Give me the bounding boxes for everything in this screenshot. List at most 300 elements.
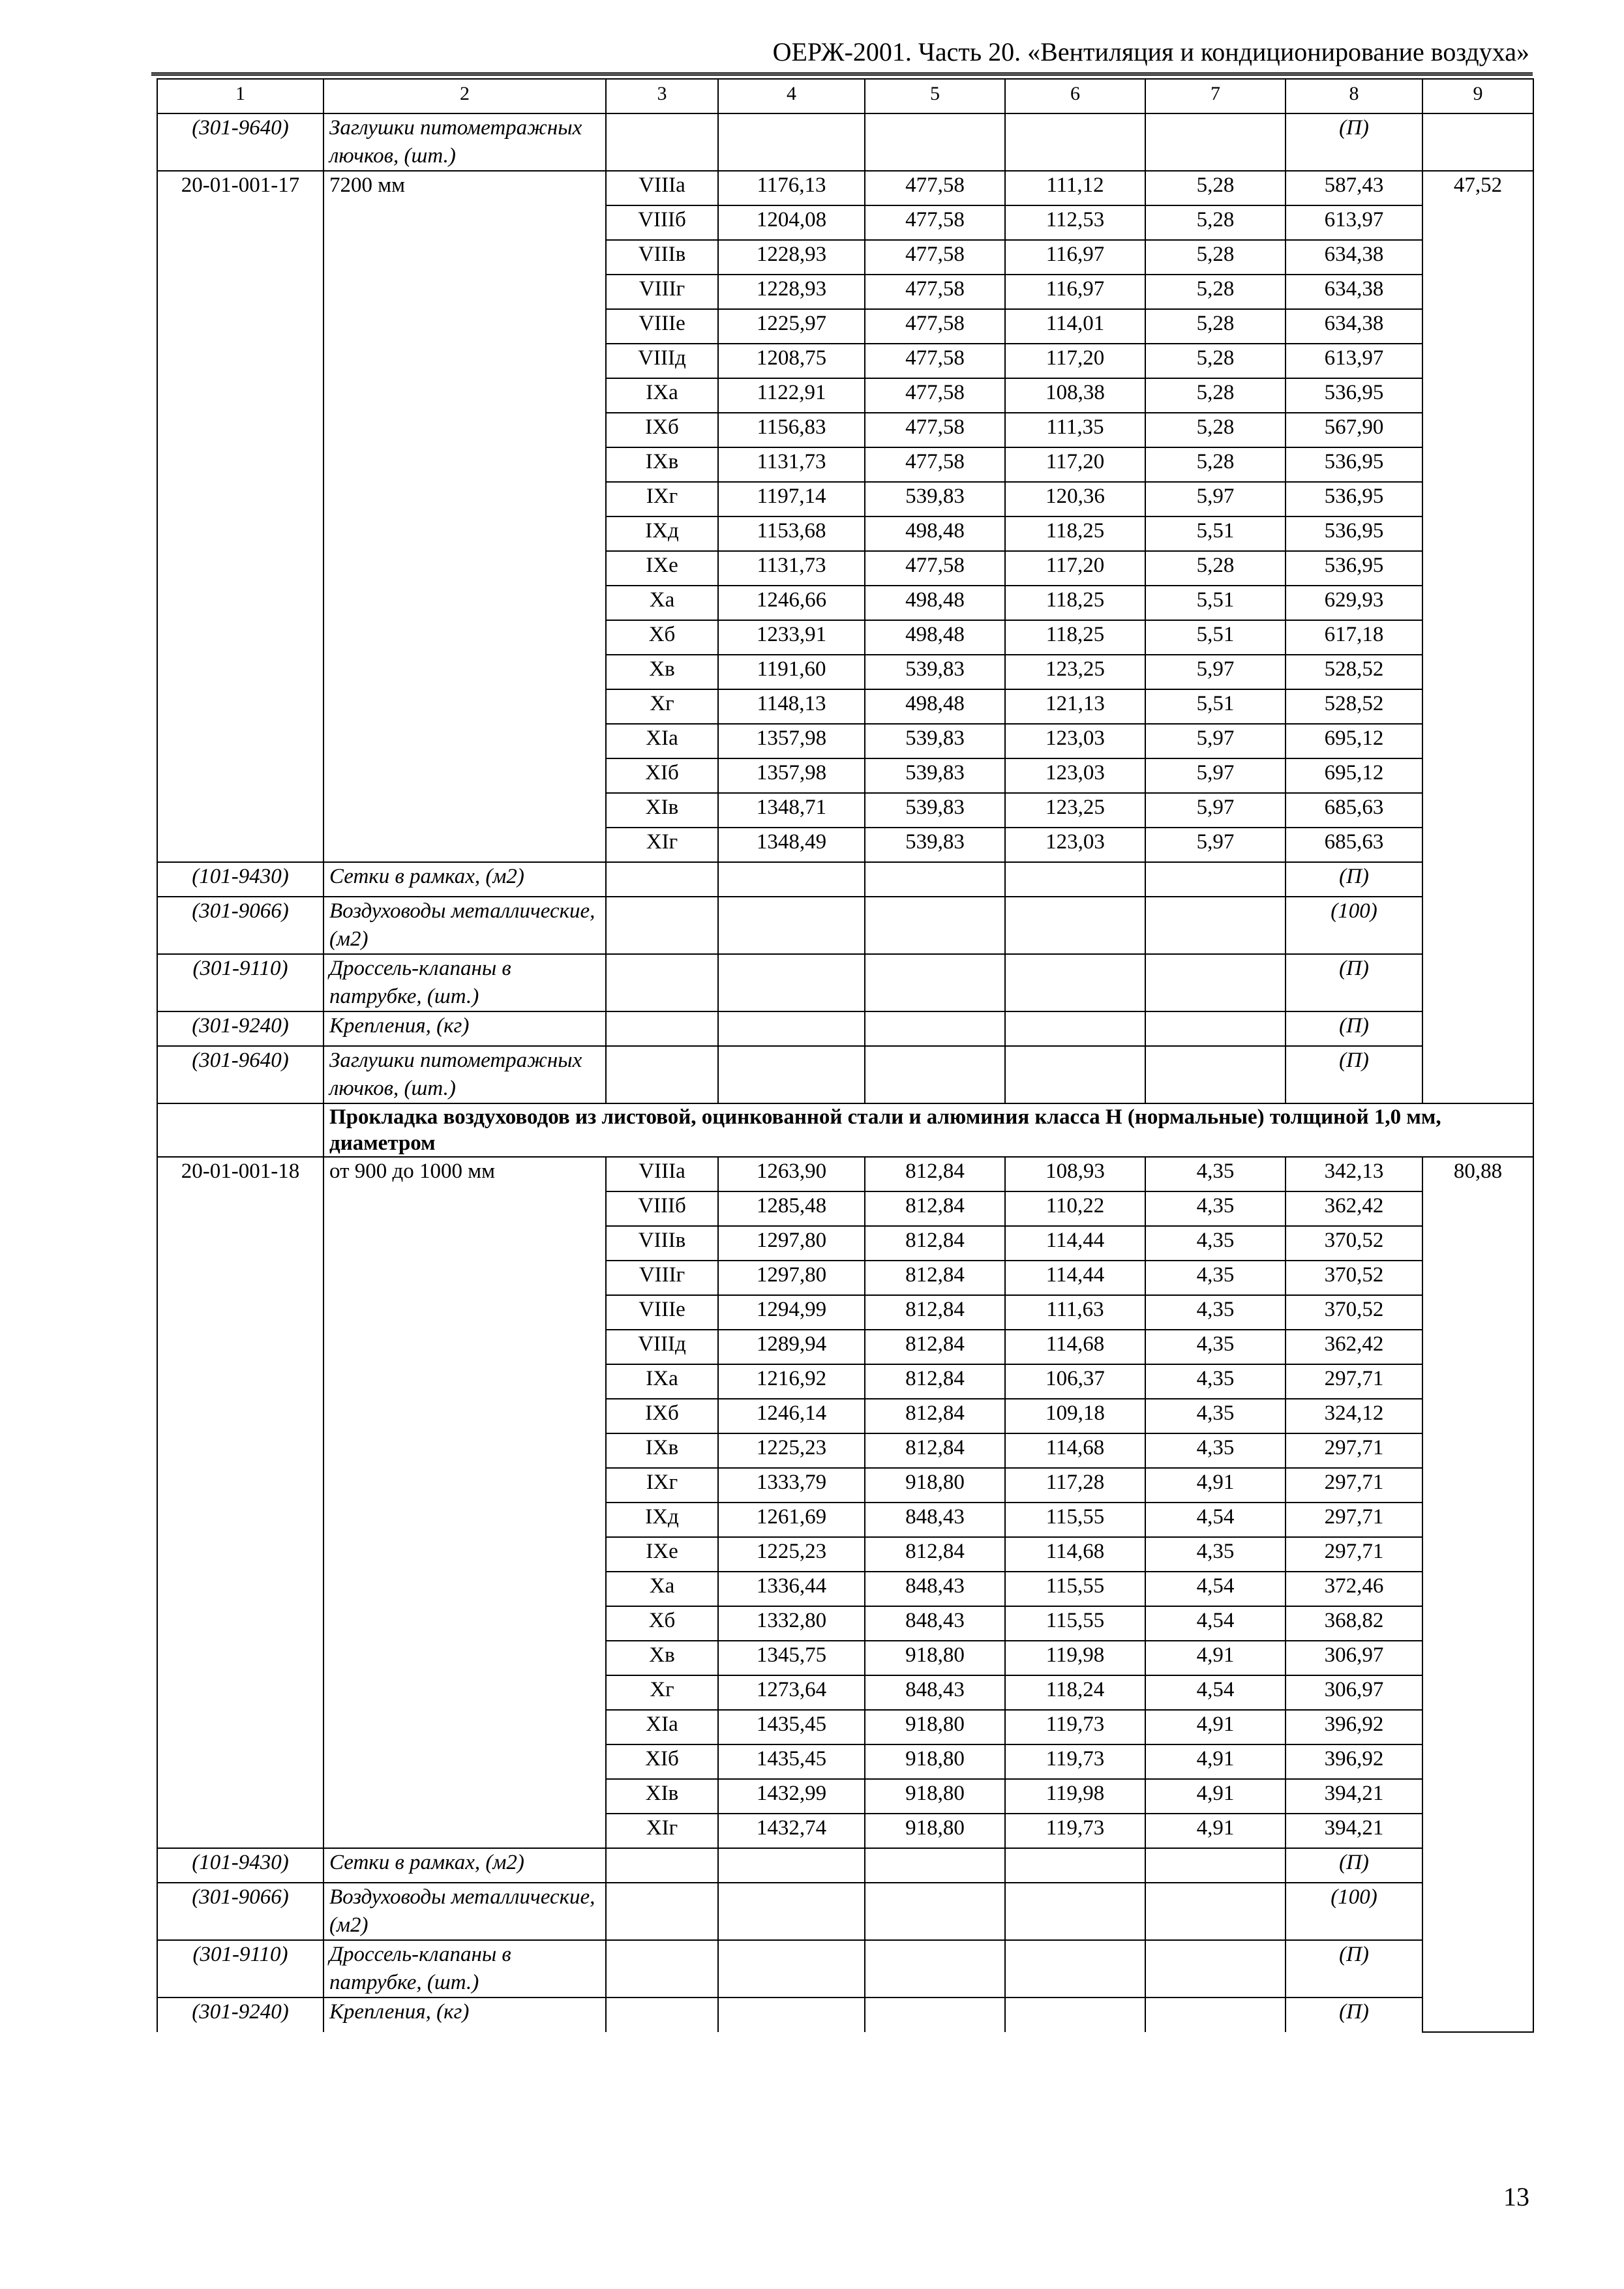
empty-cell xyxy=(718,1011,865,1046)
value-col6: 123,03 xyxy=(1005,758,1145,793)
resource-row xyxy=(157,1046,1533,1103)
value-col8: 685,63 xyxy=(1286,793,1422,828)
value-col7: 4,35 xyxy=(1145,1433,1286,1468)
value-col5: 812,84 xyxy=(865,1295,1005,1330)
value-col8: 613,97 xyxy=(1286,205,1422,240)
value-col4: 1225,23 xyxy=(718,1433,865,1468)
value-col7: 5,97 xyxy=(1145,793,1286,828)
zone-label: IXе xyxy=(606,551,718,586)
value-col5: 539,83 xyxy=(865,655,1005,689)
zone-label: VIIIд xyxy=(606,1330,718,1364)
value-col8: 536,95 xyxy=(1286,378,1422,413)
value-col6: 119,98 xyxy=(1005,1641,1145,1675)
value-col7: 5,28 xyxy=(1145,171,1286,205)
empty-cell xyxy=(865,1883,1005,1940)
value-col4: 1225,97 xyxy=(718,309,865,344)
empty-cell xyxy=(865,1997,1005,2032)
column-number: 4 xyxy=(718,79,865,113)
value-col4: 1216,92 xyxy=(718,1364,865,1399)
value-col7: 4,54 xyxy=(1145,1675,1286,1710)
value-col8: 372,46 xyxy=(1286,1572,1422,1606)
value-col4: 1345,75 xyxy=(718,1641,865,1675)
empty-cell xyxy=(1145,1883,1286,1940)
value-col4: 1332,80 xyxy=(718,1606,865,1641)
zone-label: Xг xyxy=(606,689,718,724)
column-number-row xyxy=(157,79,1533,113)
value-col8: 394,21 xyxy=(1286,1779,1422,1814)
empty-cell xyxy=(606,1011,718,1046)
value-col7: 5,28 xyxy=(1145,378,1286,413)
zone-label: IXa xyxy=(606,378,718,413)
empty-cell xyxy=(1145,897,1286,954)
empty-cell xyxy=(1422,113,1533,171)
value-col4: 1348,49 xyxy=(718,828,865,862)
empty-cell xyxy=(865,1046,1005,1103)
value-col7: 4,91 xyxy=(1145,1468,1286,1503)
resource-row xyxy=(157,897,1533,954)
value-col6: 117,20 xyxy=(1005,447,1145,482)
value-col7: 5,28 xyxy=(1145,240,1286,275)
empty-cell xyxy=(157,1103,323,1157)
empty-cell xyxy=(1005,1997,1145,2032)
value-col5: 812,84 xyxy=(865,1226,1005,1261)
resource-name: Заглушки питометражных лючков, (шт.) xyxy=(323,1046,606,1103)
value-col7: 5,51 xyxy=(1145,516,1286,551)
value-col7: 5,28 xyxy=(1145,413,1286,447)
value-col5: 812,84 xyxy=(865,1191,1005,1226)
zone-label: VIIIе xyxy=(606,1295,718,1330)
zone-label: VIIIб xyxy=(606,1191,718,1226)
zone-label: IXa xyxy=(606,1364,718,1399)
section-heading-row xyxy=(157,1103,1533,1157)
empty-cell xyxy=(606,862,718,897)
empty-cell xyxy=(606,1046,718,1103)
value-col8: 617,18 xyxy=(1286,620,1422,655)
value-col5: 498,48 xyxy=(865,689,1005,724)
empty-cell xyxy=(718,1997,865,2032)
value-col7: 4,35 xyxy=(1145,1537,1286,1572)
value-col6: 117,20 xyxy=(1005,551,1145,586)
value-col4: 1228,93 xyxy=(718,240,865,275)
value-col8: 297,71 xyxy=(1286,1364,1422,1399)
resource-code: (301-9240) xyxy=(157,1997,323,2032)
resource-row xyxy=(157,954,1533,1011)
resource-row xyxy=(157,862,1533,897)
column-number: 7 xyxy=(1145,79,1286,113)
value-col6: 118,25 xyxy=(1005,620,1145,655)
value-col6: 116,97 xyxy=(1005,275,1145,309)
value-col4: 1246,14 xyxy=(718,1399,865,1433)
zone-label: IXд xyxy=(606,1503,718,1537)
resource-value: (П) xyxy=(1286,1940,1422,1997)
value-col8: 342,13 xyxy=(1286,1157,1422,1191)
resource-value: (П) xyxy=(1286,1848,1422,1883)
resource-name: Сетки в рамках, (м2) xyxy=(323,862,606,897)
value-col8: 629,93 xyxy=(1286,586,1422,620)
value-col7: 4,35 xyxy=(1145,1226,1286,1261)
value-col4: 1204,08 xyxy=(718,205,865,240)
value-col6: 119,73 xyxy=(1005,1814,1145,1848)
value-col8: 394,21 xyxy=(1286,1814,1422,1848)
header-double-rule xyxy=(151,72,1533,76)
value-col6: 114,68 xyxy=(1005,1537,1145,1572)
empty-cell xyxy=(1145,113,1286,171)
value-col5: 812,84 xyxy=(865,1399,1005,1433)
value-col7: 4,35 xyxy=(1145,1364,1286,1399)
value-col5: 918,80 xyxy=(865,1710,1005,1744)
zone-label: VIIIa xyxy=(606,1157,718,1191)
value-col9: 80,88 xyxy=(1422,1157,1533,2032)
value-col7: 5,51 xyxy=(1145,620,1286,655)
empty-cell xyxy=(1005,1940,1145,1997)
value-col6: 118,25 xyxy=(1005,586,1145,620)
value-col4: 1228,93 xyxy=(718,275,865,309)
value-col7: 4,35 xyxy=(1145,1295,1286,1330)
norms-table xyxy=(157,78,1534,2033)
value-col6: 112,53 xyxy=(1005,205,1145,240)
empty-cell xyxy=(606,1940,718,1997)
value-col5: 812,84 xyxy=(865,1330,1005,1364)
zone-label: XIa xyxy=(606,1710,718,1744)
empty-cell xyxy=(718,862,865,897)
zone-label: IXб xyxy=(606,1399,718,1433)
norm-code: 20-01-001-18 xyxy=(157,1157,323,1848)
value-col7: 4,54 xyxy=(1145,1606,1286,1641)
value-col7: 4,91 xyxy=(1145,1710,1286,1744)
value-col5: 539,83 xyxy=(865,828,1005,862)
empty-cell xyxy=(1145,862,1286,897)
value-col5: 918,80 xyxy=(865,1468,1005,1503)
value-col5: 477,58 xyxy=(865,205,1005,240)
value-col7: 4,91 xyxy=(1145,1814,1286,1848)
value-col4: 1148,13 xyxy=(718,689,865,724)
norm-code: 20-01-001-17 xyxy=(157,171,323,862)
empty-cell xyxy=(718,113,865,171)
column-number: 3 xyxy=(606,79,718,113)
empty-cell xyxy=(865,954,1005,1011)
resource-row xyxy=(157,1940,1533,1997)
zone-label: VIIIг xyxy=(606,275,718,309)
value-col8: 685,63 xyxy=(1286,828,1422,862)
value-col5: 477,58 xyxy=(865,551,1005,586)
value-col6: 111,63 xyxy=(1005,1295,1145,1330)
empty-cell xyxy=(1145,1046,1286,1103)
value-col6: 110,22 xyxy=(1005,1191,1145,1226)
resource-name: Крепления, (кг) xyxy=(323,1011,606,1046)
value-col8: 324,12 xyxy=(1286,1399,1422,1433)
resource-code: (301-9110) xyxy=(157,1940,323,1997)
resource-value: (П) xyxy=(1286,862,1422,897)
value-col5: 812,84 xyxy=(865,1261,1005,1295)
value-col5: 498,48 xyxy=(865,620,1005,655)
value-col4: 1435,45 xyxy=(718,1744,865,1779)
value-col4: 1197,14 xyxy=(718,482,865,516)
empty-cell xyxy=(865,1011,1005,1046)
resource-value: (П) xyxy=(1286,1997,1422,2032)
resource-name: Дроссель-клапаны в патрубке, (шт.) xyxy=(323,954,606,1011)
value-col8: 528,52 xyxy=(1286,655,1422,689)
resource-row xyxy=(157,1997,1533,2032)
value-col4: 1131,73 xyxy=(718,447,865,482)
zone-row xyxy=(157,171,1533,205)
value-col7: 5,28 xyxy=(1145,551,1286,586)
value-col6: 106,37 xyxy=(1005,1364,1145,1399)
value-col8: 536,95 xyxy=(1286,516,1422,551)
zone-label: IXе xyxy=(606,1537,718,1572)
value-col8: 362,42 xyxy=(1286,1191,1422,1226)
value-col4: 1233,91 xyxy=(718,620,865,655)
empty-cell xyxy=(718,897,865,954)
value-col5: 477,58 xyxy=(865,413,1005,447)
value-col8: 695,12 xyxy=(1286,758,1422,793)
zone-label: XIб xyxy=(606,758,718,793)
value-col7: 5,28 xyxy=(1145,344,1286,378)
resource-value: (П) xyxy=(1286,1011,1422,1046)
zone-label: XIб xyxy=(606,1744,718,1779)
empty-cell xyxy=(1005,113,1145,171)
empty-cell xyxy=(718,1848,865,1883)
empty-cell xyxy=(865,113,1005,171)
value-col5: 918,80 xyxy=(865,1744,1005,1779)
value-col5: 498,48 xyxy=(865,516,1005,551)
zone-label: Xa xyxy=(606,586,718,620)
value-col8: 695,12 xyxy=(1286,724,1422,758)
value-col6: 123,03 xyxy=(1005,828,1145,862)
value-col6: 109,18 xyxy=(1005,1399,1145,1433)
empty-cell xyxy=(718,1940,865,1997)
value-col5: 477,58 xyxy=(865,240,1005,275)
resource-code: (101-9430) xyxy=(157,1848,323,1883)
value-col7: 4,35 xyxy=(1145,1191,1286,1226)
value-col8: 368,82 xyxy=(1286,1606,1422,1641)
empty-cell xyxy=(865,897,1005,954)
section-heading: Прокладка воздуховодов из листовой, оцинкованной стали и алюминия класса Н (нормальные) толщиной 1,0 мм, диаметром xyxy=(323,1103,1533,1157)
value-col7: 5,97 xyxy=(1145,482,1286,516)
value-col7: 5,97 xyxy=(1145,758,1286,793)
value-col8: 536,95 xyxy=(1286,551,1422,586)
zone-row xyxy=(157,1157,1533,1191)
value-col7: 4,91 xyxy=(1145,1779,1286,1814)
empty-cell xyxy=(1145,954,1286,1011)
empty-cell xyxy=(1005,1011,1145,1046)
value-col5: 918,80 xyxy=(865,1641,1005,1675)
zone-label: IXд xyxy=(606,516,718,551)
value-col4: 1285,48 xyxy=(718,1191,865,1226)
value-col7: 4,35 xyxy=(1145,1157,1286,1191)
resource-name: Воздуховоды металлические, (м2) xyxy=(323,897,606,954)
zone-label: IXб xyxy=(606,413,718,447)
zone-label: VIIIв xyxy=(606,240,718,275)
value-col4: 1263,90 xyxy=(718,1157,865,1191)
resource-value: (П) xyxy=(1286,1046,1422,1103)
value-col5: 848,43 xyxy=(865,1572,1005,1606)
value-col4: 1357,98 xyxy=(718,758,865,793)
value-col7: 5,28 xyxy=(1145,447,1286,482)
value-col5: 918,80 xyxy=(865,1814,1005,1848)
value-col7: 4,35 xyxy=(1145,1399,1286,1433)
value-col5: 498,48 xyxy=(865,586,1005,620)
value-col7: 5,97 xyxy=(1145,655,1286,689)
resource-name: Дроссель-клапаны в патрубке, (шт.) xyxy=(323,1940,606,1997)
value-col5: 477,58 xyxy=(865,275,1005,309)
value-col4: 1176,13 xyxy=(718,171,865,205)
empty-cell xyxy=(1005,897,1145,954)
empty-cell xyxy=(718,1046,865,1103)
value-col8: 634,38 xyxy=(1286,309,1422,344)
value-col6: 111,35 xyxy=(1005,413,1145,447)
value-col7: 4,91 xyxy=(1145,1641,1286,1675)
value-col8: 396,92 xyxy=(1286,1744,1422,1779)
empty-cell xyxy=(1145,1940,1286,1997)
empty-cell xyxy=(1005,1046,1145,1103)
value-col6: 117,20 xyxy=(1005,344,1145,378)
zone-label: IXв xyxy=(606,447,718,482)
value-col4: 1297,80 xyxy=(718,1261,865,1295)
empty-cell xyxy=(606,1883,718,1940)
empty-cell xyxy=(718,954,865,1011)
page-header-title: ОЕРЖ-2001. Часть 20. «Вентиляция и кондиционирование воздуха» xyxy=(772,37,1529,67)
value-col4: 1294,99 xyxy=(718,1295,865,1330)
value-col6: 114,68 xyxy=(1005,1433,1145,1468)
value-col7: 4,54 xyxy=(1145,1572,1286,1606)
resource-code: (301-9110) xyxy=(157,954,323,1011)
value-col6: 123,25 xyxy=(1005,655,1145,689)
value-col5: 812,84 xyxy=(865,1364,1005,1399)
resource-value: (П) xyxy=(1286,954,1422,1011)
resource-code: (301-9640) xyxy=(157,1046,323,1103)
column-number: 8 xyxy=(1286,79,1422,113)
value-col8: 567,90 xyxy=(1286,413,1422,447)
value-col7: 4,35 xyxy=(1145,1261,1286,1295)
value-col5: 848,43 xyxy=(865,1606,1005,1641)
value-col7: 4,35 xyxy=(1145,1330,1286,1364)
zone-label: VIIIв xyxy=(606,1226,718,1261)
value-col4: 1191,60 xyxy=(718,655,865,689)
value-col6: 116,97 xyxy=(1005,240,1145,275)
resource-code: (301-9240) xyxy=(157,1011,323,1046)
column-number: 5 xyxy=(865,79,1005,113)
value-col4: 1348,71 xyxy=(718,793,865,828)
empty-cell xyxy=(606,954,718,1011)
value-col8: 370,52 xyxy=(1286,1226,1422,1261)
value-col6: 114,01 xyxy=(1005,309,1145,344)
value-col7: 5,97 xyxy=(1145,828,1286,862)
value-col4: 1432,99 xyxy=(718,1779,865,1814)
value-col5: 477,58 xyxy=(865,309,1005,344)
value-col8: 370,52 xyxy=(1286,1261,1422,1295)
zone-label: IXг xyxy=(606,482,718,516)
resource-code: (301-9066) xyxy=(157,897,323,954)
value-col6: 123,03 xyxy=(1005,724,1145,758)
value-col4: 1122,91 xyxy=(718,378,865,413)
resource-name: Заглушки питометражных лючков, (шт.) xyxy=(323,113,606,171)
zone-label: XIг xyxy=(606,828,718,862)
zone-label: Xг xyxy=(606,1675,718,1710)
value-col5: 812,84 xyxy=(865,1537,1005,1572)
value-col6: 119,98 xyxy=(1005,1779,1145,1814)
value-col5: 477,58 xyxy=(865,344,1005,378)
empty-cell xyxy=(865,1940,1005,1997)
value-col6: 108,38 xyxy=(1005,378,1145,413)
value-col8: 362,42 xyxy=(1286,1330,1422,1364)
value-col7: 5,28 xyxy=(1145,275,1286,309)
empty-cell xyxy=(1145,1011,1286,1046)
value-col4: 1153,68 xyxy=(718,516,865,551)
value-col8: 306,97 xyxy=(1286,1675,1422,1710)
value-col5: 539,83 xyxy=(865,758,1005,793)
zone-label: XIг xyxy=(606,1814,718,1848)
zone-label: XIa xyxy=(606,724,718,758)
value-col8: 536,95 xyxy=(1286,447,1422,482)
empty-cell xyxy=(1005,862,1145,897)
empty-cell xyxy=(865,1848,1005,1883)
value-col6: 119,73 xyxy=(1005,1744,1145,1779)
value-col4: 1435,45 xyxy=(718,1710,865,1744)
resource-name: Крепления, (кг) xyxy=(323,1997,606,2032)
empty-cell xyxy=(1005,1848,1145,1883)
resource-code: (101-9430) xyxy=(157,862,323,897)
value-col7: 5,51 xyxy=(1145,689,1286,724)
column-number: 2 xyxy=(323,79,606,113)
empty-cell xyxy=(1145,1997,1286,2032)
zone-label: VIIIб xyxy=(606,205,718,240)
empty-cell xyxy=(718,1883,865,1940)
resource-value: (П) xyxy=(1286,113,1422,171)
value-col4: 1156,83 xyxy=(718,413,865,447)
value-col4: 1297,80 xyxy=(718,1226,865,1261)
page-number: 13 xyxy=(1503,2182,1529,2211)
resource-value: (100) xyxy=(1286,897,1422,954)
value-col6: 121,13 xyxy=(1005,689,1145,724)
value-col8: 528,52 xyxy=(1286,689,1422,724)
value-col8: 634,38 xyxy=(1286,275,1422,309)
value-col5: 477,58 xyxy=(865,447,1005,482)
value-col6: 115,55 xyxy=(1005,1606,1145,1641)
value-col6: 114,68 xyxy=(1005,1330,1145,1364)
value-col8: 536,95 xyxy=(1286,482,1422,516)
norm-name: от 900 до 1000 мм xyxy=(323,1157,606,1848)
value-col4: 1357,98 xyxy=(718,724,865,758)
empty-cell xyxy=(606,1997,718,2032)
zone-label: VIIIд xyxy=(606,344,718,378)
zone-label: VIIIa xyxy=(606,171,718,205)
value-col5: 812,84 xyxy=(865,1433,1005,1468)
value-col7: 5,51 xyxy=(1145,586,1286,620)
value-col7: 4,54 xyxy=(1145,1503,1286,1537)
value-col6: 123,25 xyxy=(1005,793,1145,828)
value-col5: 848,43 xyxy=(865,1675,1005,1710)
value-col8: 370,52 xyxy=(1286,1295,1422,1330)
zone-label: Xв xyxy=(606,655,718,689)
zone-label: VIIIг xyxy=(606,1261,718,1295)
zone-label: IXв xyxy=(606,1433,718,1468)
zone-label: Xб xyxy=(606,620,718,655)
zone-label: XIв xyxy=(606,793,718,828)
empty-cell xyxy=(865,862,1005,897)
value-col4: 1261,69 xyxy=(718,1503,865,1537)
zone-label: VIIIе xyxy=(606,309,718,344)
value-col5: 918,80 xyxy=(865,1779,1005,1814)
resource-code: (301-9066) xyxy=(157,1883,323,1940)
resource-value: (100) xyxy=(1286,1883,1422,1940)
resource-name: Сетки в рамках, (м2) xyxy=(323,1848,606,1883)
resource-row xyxy=(157,1011,1533,1046)
value-col4: 1432,74 xyxy=(718,1814,865,1848)
value-col8: 297,71 xyxy=(1286,1468,1422,1503)
value-col8: 587,43 xyxy=(1286,171,1422,205)
value-col7: 5,97 xyxy=(1145,724,1286,758)
value-col8: 306,97 xyxy=(1286,1641,1422,1675)
